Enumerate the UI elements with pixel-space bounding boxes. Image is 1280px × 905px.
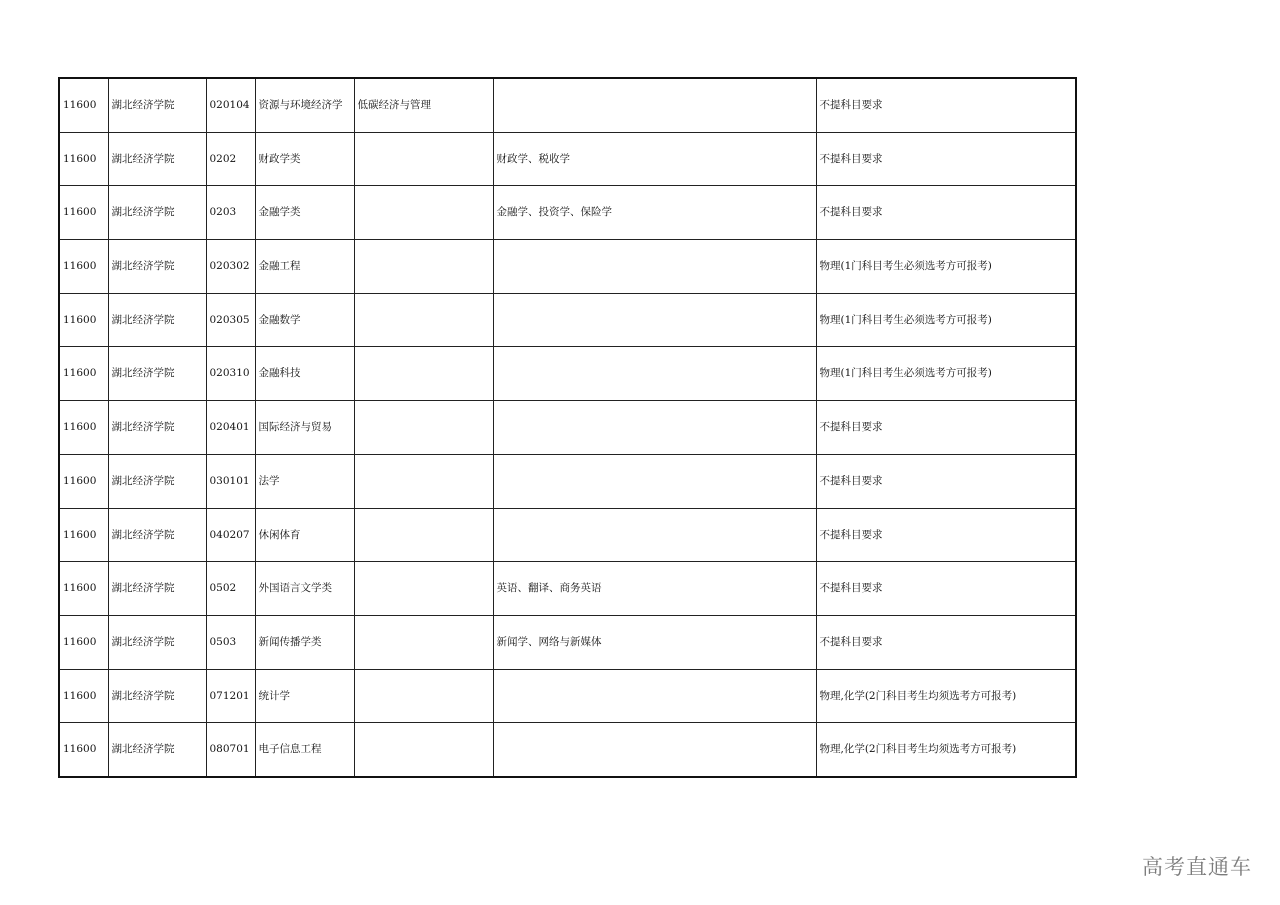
major-code-cell: 020310 — [206, 347, 255, 401]
major-name-cell: 休闲体育 — [255, 508, 354, 562]
school-name-cell: 湖北经济学院 — [108, 669, 206, 723]
requirement-cell: 不提科目要求 — [816, 615, 1076, 669]
table-row — [59, 723, 1076, 777]
table-row — [59, 78, 1076, 132]
school-code-cell: 11600 — [59, 347, 108, 401]
watermark-text: 高考直通车 — [1142, 855, 1252, 879]
requirement-cell: 不提科目要求 — [816, 186, 1076, 240]
included-majors-cell — [493, 508, 816, 562]
school-name-cell: 湖北经济学院 — [108, 723, 206, 777]
major-name-cell: 财政学类 — [255, 132, 354, 186]
major-name-cell: 外国语言文学类 — [255, 562, 354, 616]
direction-cell — [354, 562, 493, 616]
school-code-cell: 11600 — [59, 132, 108, 186]
requirement-cell: 物理(1门科目考生必须选考方可报考) — [816, 240, 1076, 294]
major-code-cell: 0203 — [206, 186, 255, 240]
included-majors-cell — [493, 347, 816, 401]
direction-cell — [354, 401, 493, 455]
direction-cell — [354, 615, 493, 669]
requirements-table — [58, 77, 1077, 778]
table-body — [59, 78, 1076, 777]
direction-cell — [354, 347, 493, 401]
major-name-cell: 法学 — [255, 454, 354, 508]
school-name-cell: 湖北经济学院 — [108, 401, 206, 455]
major-name-cell: 金融科技 — [255, 347, 354, 401]
requirement-cell: 物理,化学(2门科目考生均须选考方可报考) — [816, 669, 1076, 723]
requirement-cell: 不提科目要求 — [816, 132, 1076, 186]
school-code-cell: 11600 — [59, 240, 108, 294]
school-code-cell: 11600 — [59, 293, 108, 347]
included-majors-cell: 金融学、投资学、保险学 — [493, 186, 816, 240]
school-code-cell: 11600 — [59, 669, 108, 723]
major-code-cell: 080701 — [206, 723, 255, 777]
requirement-cell: 物理(1门科目考生必须选考方可报考) — [816, 347, 1076, 401]
school-code-cell: 11600 — [59, 78, 108, 132]
included-majors-cell — [493, 78, 816, 132]
major-name-cell: 金融学类 — [255, 186, 354, 240]
major-code-cell: 020305 — [206, 293, 255, 347]
school-code-cell: 11600 — [59, 723, 108, 777]
requirement-cell: 不提科目要求 — [816, 508, 1076, 562]
school-name-cell: 湖北经济学院 — [108, 132, 206, 186]
table-row — [59, 293, 1076, 347]
school-code-cell: 11600 — [59, 508, 108, 562]
table-row — [59, 615, 1076, 669]
school-name-cell: 湖北经济学院 — [108, 562, 206, 616]
school-code-cell: 11600 — [59, 615, 108, 669]
table-row — [59, 186, 1076, 240]
school-name-cell: 湖北经济学院 — [108, 240, 206, 294]
major-name-cell: 金融工程 — [255, 240, 354, 294]
table-row — [59, 401, 1076, 455]
requirement-cell: 不提科目要求 — [816, 562, 1076, 616]
direction-cell — [354, 132, 493, 186]
major-code-cell: 0502 — [206, 562, 255, 616]
included-majors-cell — [493, 401, 816, 455]
table-row — [59, 562, 1076, 616]
direction-cell — [354, 186, 493, 240]
major-code-cell: 040207 — [206, 508, 255, 562]
major-name-cell: 资源与环境经济学 — [255, 78, 354, 132]
school-name-cell: 湖北经济学院 — [108, 347, 206, 401]
major-name-cell: 金融数学 — [255, 293, 354, 347]
included-majors-cell — [493, 723, 816, 777]
school-name-cell: 湖北经济学院 — [108, 508, 206, 562]
school-name-cell: 湖北经济学院 — [108, 615, 206, 669]
table-row — [59, 132, 1076, 186]
major-name-cell: 电子信息工程 — [255, 723, 354, 777]
direction-cell — [354, 454, 493, 508]
major-name-cell: 国际经济与贸易 — [255, 401, 354, 455]
table-row — [59, 347, 1076, 401]
included-majors-cell — [493, 669, 816, 723]
included-majors-cell — [493, 454, 816, 508]
school-name-cell: 湖北经济学院 — [108, 186, 206, 240]
table-row — [59, 669, 1076, 723]
major-code-cell: 020401 — [206, 401, 255, 455]
school-code-cell: 11600 — [59, 401, 108, 455]
requirement-cell: 不提科目要求 — [816, 454, 1076, 508]
requirement-cell: 物理,化学(2门科目考生均须选考方可报考) — [816, 723, 1076, 777]
included-majors-cell: 财政学、税收学 — [493, 132, 816, 186]
major-code-cell: 0202 — [206, 132, 255, 186]
school-name-cell: 湖北经济学院 — [108, 454, 206, 508]
school-code-cell: 11600 — [59, 454, 108, 508]
direction-cell — [354, 240, 493, 294]
school-name-cell: 湖北经济学院 — [108, 293, 206, 347]
table-row — [59, 454, 1076, 508]
direction-cell — [354, 669, 493, 723]
included-majors-cell — [493, 240, 816, 294]
school-code-cell: 11600 — [59, 562, 108, 616]
requirement-cell: 不提科目要求 — [816, 78, 1076, 132]
major-code-cell: 020104 — [206, 78, 255, 132]
direction-cell — [354, 723, 493, 777]
included-majors-cell — [493, 293, 816, 347]
requirement-cell: 不提科目要求 — [816, 401, 1076, 455]
school-name-cell: 湖北经济学院 — [108, 78, 206, 132]
major-code-cell: 020302 — [206, 240, 255, 294]
direction-cell — [354, 508, 493, 562]
direction-cell — [354, 293, 493, 347]
school-code-cell: 11600 — [59, 186, 108, 240]
included-majors-cell: 英语、翻译、商务英语 — [493, 562, 816, 616]
table-row — [59, 240, 1076, 294]
major-code-cell: 030101 — [206, 454, 255, 508]
table-row — [59, 508, 1076, 562]
major-code-cell: 071201 — [206, 669, 255, 723]
major-name-cell: 统计学 — [255, 669, 354, 723]
requirement-cell: 物理(1门科目考生必须选考方可报考) — [816, 293, 1076, 347]
major-name-cell: 新闻传播学类 — [255, 615, 354, 669]
included-majors-cell: 新闻学、网络与新媒体 — [493, 615, 816, 669]
major-code-cell: 0503 — [206, 615, 255, 669]
direction-cell: 低碳经济与管理 — [354, 78, 493, 132]
